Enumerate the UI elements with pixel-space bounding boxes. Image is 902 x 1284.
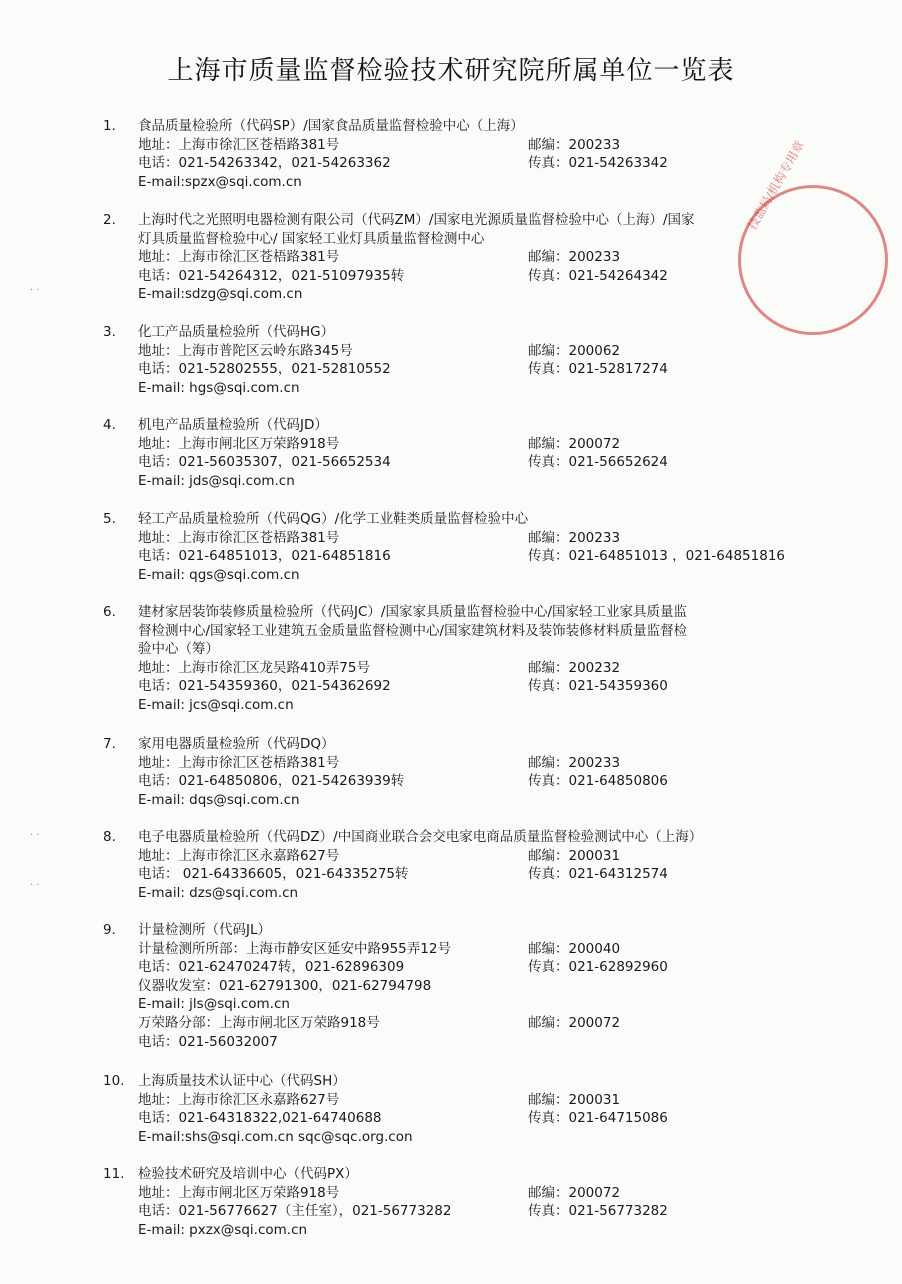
entry-detail: 地址：上海市徐汇区苍梧路381号 bbox=[138, 249, 340, 266]
entry-name: 家用电器质量检验所（代码DQ） bbox=[138, 736, 335, 752]
entry-detail: 地址：上海市徐汇区苍梧路381号 bbox=[138, 754, 340, 771]
entry-detail: E-mail: qgs@sqi.com.cn bbox=[138, 566, 300, 583]
entry-detail: 地址：上海市普陀区云岭东路345号 bbox=[138, 342, 353, 359]
entry-detail-right: 传真：021-56652624 bbox=[528, 454, 668, 471]
entry-detail-right: 传真：021-52817274 bbox=[528, 361, 668, 378]
entry-detail: 验中心（筹） bbox=[138, 641, 219, 658]
entry-name: 上海时代之光照明电器检测有限公司（代码ZM）/国家电光源质量监督检验中心（上海）/国家 bbox=[138, 212, 695, 228]
entry-name: 电子电器质量检验所（代码DZ）/中国商业联合会交电家电商品质量监督检验测试中心（上海） bbox=[138, 829, 703, 845]
entry-number: 4. bbox=[103, 417, 116, 433]
entry-number: 9. bbox=[103, 922, 116, 938]
entry-detail-right: 邮编：200062 bbox=[528, 342, 621, 359]
entry-detail: 电话：021-56776627（主任室），021-56773282 bbox=[138, 1203, 452, 1220]
entry-detail-right: 邮编：200232 bbox=[528, 659, 621, 676]
entry-detail-right: 邮编：200040 bbox=[528, 940, 621, 957]
entry-detail: 万荣路分部：上海市闸北区万荣路918号 bbox=[138, 1015, 380, 1031]
entry-detail: E-mail:shs@sqi.com.cn sqc@sqc.org.con bbox=[138, 1128, 413, 1145]
entry-detail-right: 邮编：200072 bbox=[528, 1184, 621, 1201]
entry-detail: 电话：021-62470247转，021-62896309 bbox=[138, 959, 405, 976]
entry-detail: E-mail: hgs@sqi.com.cn bbox=[138, 379, 300, 396]
entry-detail: E-mail: pxzx@sqi.com.cn bbox=[138, 1221, 308, 1238]
entry-detail-right: 邮编：200072 bbox=[528, 435, 621, 452]
entry-detail: 督检测中心/国家轻工业建筑五金质量监督检测中心/国家建筑材料及装饰装修材料质量监督检 bbox=[138, 622, 688, 639]
entry-detail-right: 邮编：200233 bbox=[528, 136, 621, 153]
entry-name: 计量检测所（代码JL） bbox=[138, 922, 272, 938]
entry-name: 上海质量技术认证中心（代码SH） bbox=[138, 1073, 346, 1089]
entry-detail-right: 传真：021-64850806 bbox=[528, 773, 668, 790]
entry-detail-right: 传真：021-56773282 bbox=[528, 1203, 668, 1220]
scan-speck: · · bbox=[30, 880, 40, 891]
entry-name: 检验技术研究及培训中心（代码PX） bbox=[138, 1166, 358, 1182]
entry-detail-right: 邮编：200233 bbox=[528, 754, 621, 771]
entry-detail: 计量检测所所部：上海市静安区延安中路955弄12号 bbox=[138, 940, 451, 957]
entry-detail-right: 传真：021-64851013 ，021-64851816 bbox=[528, 548, 785, 565]
entry-detail: 电话：021-64850806，021-54263939转 bbox=[138, 773, 405, 790]
entry-detail-right: 传真：021-54263342 bbox=[528, 155, 668, 172]
scan-speck: · · bbox=[30, 285, 40, 296]
entry-detail: 地址：上海市徐汇区永嘉路627号 bbox=[138, 847, 340, 864]
entry-detail: 地址：上海市徐汇区龙吴路410弄75号 bbox=[138, 659, 370, 676]
entry-number: 11. bbox=[103, 1166, 125, 1182]
official-seal-text: 技监局/机构专用章 bbox=[745, 138, 808, 232]
entry-detail-right: 邮编：200031 bbox=[528, 847, 621, 864]
entry-name: 建材家居装饰装修质量检验所（代码JC）/国家家具质量监督检验中心/国家轻工业家具质量监 bbox=[138, 604, 688, 620]
entry-detail: 电话： 021-64336605，021-64335275转 bbox=[138, 866, 409, 883]
entry-name: 化工产品质量检验所（代码HG） bbox=[138, 324, 335, 340]
entry-detail-right: 传真：021-54264342 bbox=[528, 267, 668, 284]
entry-number: 2. bbox=[103, 212, 116, 228]
entry-detail: 电话：021-52802555，021-52810552 bbox=[138, 361, 391, 378]
entry-detail: 电话：021-64318322,021-64740688 bbox=[138, 1110, 382, 1127]
entry-detail: E-mail:spzx@sqi.com.cn bbox=[138, 173, 302, 190]
entry-detail: E-mail: jls@sqi.com.cn bbox=[138, 996, 290, 1013]
entry-detail-right: 传真：021-62892960 bbox=[528, 959, 668, 976]
entry-detail: 地址：上海市徐汇区苍梧路381号 bbox=[138, 136, 340, 153]
entry-detail: 电话：021-56032007 bbox=[138, 1033, 278, 1050]
entry-detail-right: 邮编：200233 bbox=[528, 249, 621, 266]
entry-detail-right: 传真：021-54359360 bbox=[528, 678, 668, 695]
entry-detail: 地址：上海市闸北区万荣路918号 bbox=[138, 435, 340, 452]
entry-number: 3. bbox=[103, 324, 116, 340]
entry-detail-right: 邮编：200072 bbox=[528, 1015, 621, 1031]
entry-detail: 仪器收发室：021-62791300，021-62794798 bbox=[138, 977, 432, 994]
entry-detail-right: 传真：021-64715086 bbox=[528, 1110, 668, 1127]
entry-detail: 电话：021-54264312，021-51097935转 bbox=[138, 267, 405, 284]
entry-detail: E-mail: dqs@sqi.com.cn bbox=[138, 791, 300, 808]
entry-detail: 电话：021-54263342，021-54263362 bbox=[138, 155, 391, 172]
entry-name: 机电产品质量检验所（代码JD） bbox=[138, 417, 328, 433]
entry-name: 食品质量检验所（代码SP）/国家食品质量监督检验中心（上海） bbox=[138, 118, 524, 134]
entry-detail: E-mail: jcs@sqi.com.cn bbox=[138, 697, 294, 713]
scan-speck: · · bbox=[30, 830, 40, 841]
entry-number: 10. bbox=[103, 1073, 125, 1089]
entry-number: 8. bbox=[103, 829, 116, 845]
entry-detail: 电话：021-56035307，021-56652534 bbox=[138, 454, 391, 471]
entry-detail: E-mail: dzs@sqi.com.cn bbox=[138, 884, 299, 901]
entry-name: 轻工产品质量检验所（代码QG）/化学工业鞋类质量监督检验中心 bbox=[138, 511, 529, 527]
entry-detail: 灯具质量监督检验中心/ 国家轻工业灯具质量监督检测中心 bbox=[138, 230, 485, 247]
entry-detail: E-mail:sdzg@sqi.com.cn bbox=[138, 286, 303, 303]
entry-detail: 电话：021-64851013，021-64851816 bbox=[138, 548, 391, 565]
page-title: 上海市质量监督检验技术研究院所属单位一览表 bbox=[167, 56, 735, 86]
entry-number: 7. bbox=[103, 736, 116, 752]
entry-detail-right: 邮编：200233 bbox=[528, 529, 621, 546]
entry-number: 1. bbox=[103, 118, 116, 134]
entry-detail: 地址：上海市徐汇区永嘉路627号 bbox=[138, 1091, 340, 1108]
entry-number: 5. bbox=[103, 511, 116, 527]
entry-detail-right: 传真：021-64312574 bbox=[528, 866, 668, 883]
entry-detail: E-mail: jds@sqi.com.cn bbox=[138, 472, 295, 489]
entry-detail-right: 邮编：200031 bbox=[528, 1091, 621, 1108]
entry-detail: 地址：上海市闸北区万荣路918号 bbox=[138, 1184, 340, 1201]
entry-detail: 电话：021-54359360，021-54362692 bbox=[138, 678, 391, 695]
entry-detail: 地址：上海市徐汇区苍梧路381号 bbox=[138, 529, 340, 546]
entry-number: 6. bbox=[103, 604, 116, 620]
